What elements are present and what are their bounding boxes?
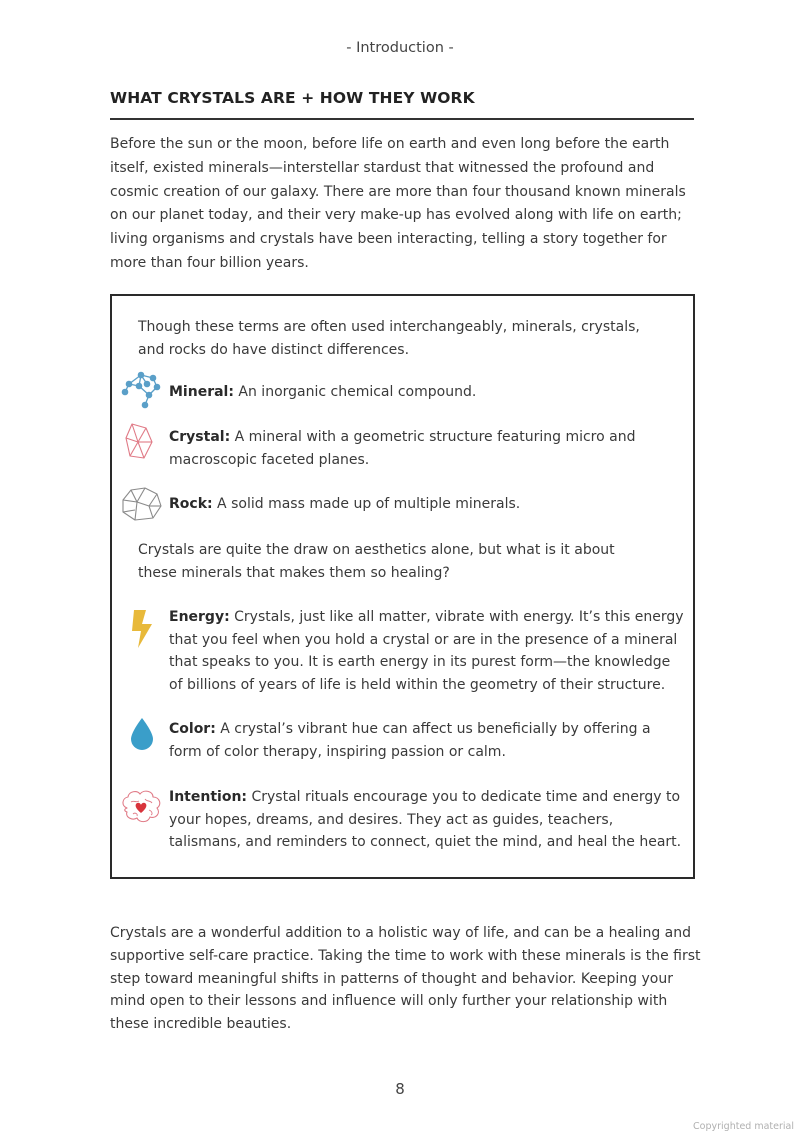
definition-mineral [169,381,684,404]
benefit-energy [169,606,684,696]
lightning-bolt-icon [130,610,154,650]
page-number: 8 [395,1080,405,1098]
benefit-text: A crystal’s vibrant hue can affect us beneficially by offering a form of color therapy, inspiring passion or calm. [169,721,651,760]
title-underline [110,118,694,120]
benefit-text: Crystals, just like all matter, vibrate with energy. It’s this energy that you feel when you hold a crystal or are in the presence of a mineral that speaks to you. It is earth energy in its purest form—the knowledge of billions of years of life is held within the geometry of their structure. [169,609,684,693]
benefit-intention [169,786,684,854]
definition-text: A mineral with a geometric structure featuring micro and macroscopic faceted planes. [169,429,636,468]
definition-term: Mineral: [169,384,234,400]
benefit-term: Energy: [169,609,230,625]
definition-rock [169,493,684,516]
definition-text: An inorganic chemical compound. [233,384,477,400]
closing-paragraph: Crystals are a wonderful addition to a holistic way of life, and can be a healing and supportive self-care practice. Taking the time to work with these minerals is the first step toward meaningful shifts in patterns of thought and behavior. Keeping your mind open to their lessons and influence will only further your relationship with these incredible beauties. [110,925,701,1033]
definition-text: A solid mass made up of multiple minerals. [212,496,521,512]
mineral-icon [119,370,163,410]
benefit-term: Intention: [169,789,248,805]
section-title: WHAT CRYSTALS ARE + HOW THEY WORK [110,89,475,107]
running-head: - Introduction - [346,40,454,56]
benefit-color [169,718,684,763]
sidebar-box [110,294,695,879]
intro-paragraph: Before the sun or the moon, before life on earth and even long before the earth itself, existed minerals—interstellar stardust that witnessed the profound and cosmic creation of our galaxy. There are more than four thousand known minerals on our planet today, and their very make-up has evolved along with life on earth; living organisms and crystals have been interacting, telling a story together for more than four billion years. [110,136,686,271]
heart-brain-icon [119,788,165,826]
copyright-notice: Copyrighted material [693,1121,794,1132]
rock-icon [119,486,163,522]
sidebar-lead: Though these terms are often used interchangeably, minerals, crystals, and rocks do have distinct differences. [138,319,640,358]
sidebar-question: Crystals are quite the draw on aesthetics alone, but what is it about these minerals that makes them so healing? [138,542,615,581]
benefit-term: Color: [169,721,216,737]
definition-term: Rock: [169,496,213,512]
benefit-text: Crystal rituals encourage you to dedicate time and energy to your hopes, dreams, and desires. They act as guides, teachers, talismans, and reminders to connect, quiet the mind, and heal the heart. [169,789,682,850]
definition-crystal [169,426,684,471]
crystal-icon [122,422,156,462]
definition-term: Crystal: [169,429,231,445]
water-drop-icon [129,717,155,751]
